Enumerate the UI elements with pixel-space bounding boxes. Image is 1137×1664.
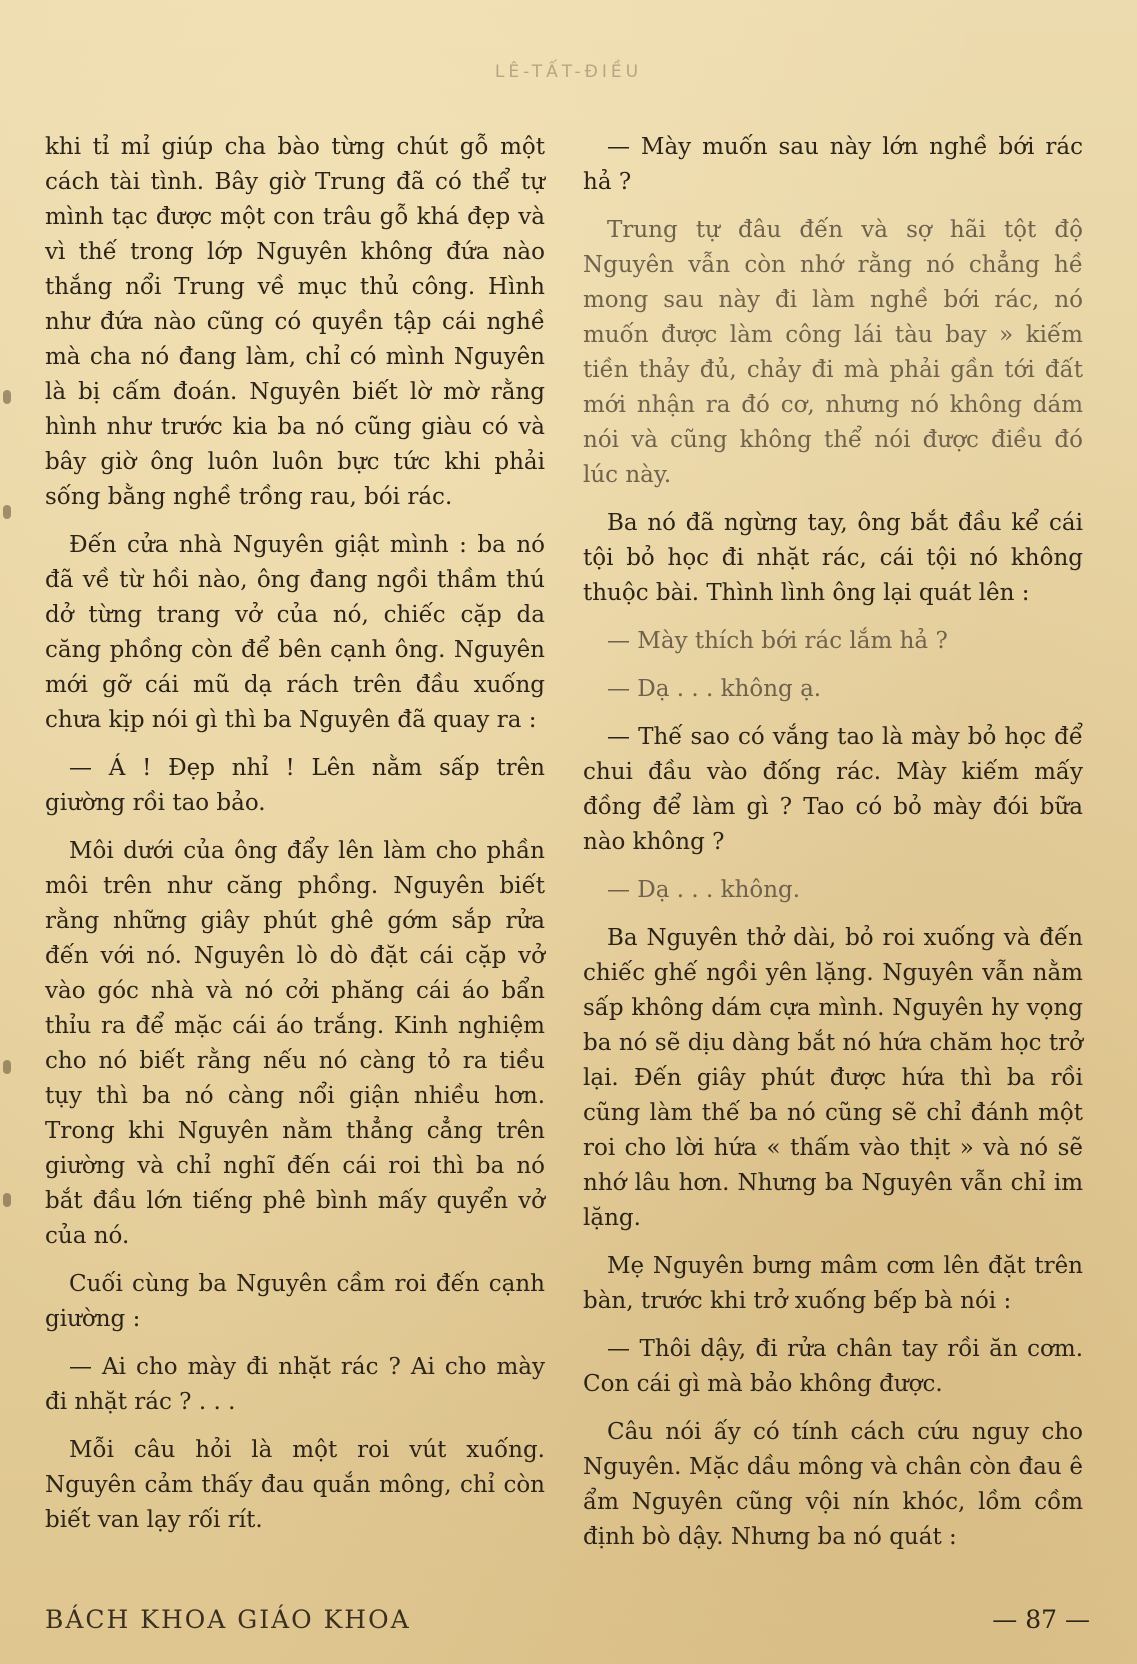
paragraph: Trung tự đâu đến và sợ hãi tột độ Nguyên vẫn còn nhớ rằng nó chẳng hề mong sau này đi làm nghề bới rác, nó muốn được làm công lái tàu bay » kiếm tiền thảy đủ, chảy đi mà phải gần tới đất mới nhận ra đó cơ, nhưng nó không dám nói và cũng không thể nói được điều đó lúc này. <box>583 217 1083 488</box>
dialogue-line: — Dạ . . . không ạ. <box>607 676 822 702</box>
dialogue-line: — Ai cho mày đi nhặt rác ? Ai cho mày đi nhặt rác ? . . . <box>45 1354 545 1415</box>
margin-blemish <box>3 505 11 519</box>
page-number: — 87 — <box>992 1605 1090 1634</box>
paragraph: khi tỉ mỉ giúp cha bào từng chút gỗ một cách tài tình. Bây giờ Trung đã có thể tự mình tạc được một con trâu gỗ khá đẹp và vì thế trong lớp Nguyên không đứa nào thắng nổi Trung về mục thủ công. Hình như đứa nào cũng có quyền tập cái nghề mà cha nó đang làm, chỉ có mình Nguyên là bị cấm đoán. Nguyên biết lờ mờ rằng hình như trước kia ba nó cũng giàu có và bây giờ ông luôn luôn bực tức khi phải sống bằng nghề trồng rau, bói rác. <box>45 134 545 510</box>
paragraph: Ba nó đã ngừng tay, ông bắt đầu kể cái tội bỏ học đi nhặt rác, cái tội nó không thuộc bài. Thình lình ông lại quát lên : <box>583 510 1083 606</box>
margin-blemish <box>3 1060 11 1074</box>
left-column <box>45 130 545 1551</box>
margin-blemish <box>3 390 11 404</box>
dialogue-line: — Thế sao có vắng tao là mày bỏ học để chui đầu vào đống rác. Mày kiếm mấy đồng để làm gì ? Tao có bỏ mày đói bữa nào không ? <box>583 724 1083 855</box>
paragraph: Đến cửa nhà Nguyên giật mình : ba nó đã về từ hồi nào, ông đang ngồi thầm thú dở từng trang vở của nó, chiếc cặp da căng phồng còn để bên cạnh ông. Nguyên mới gỡ cái mũ dạ rách trên đầu xuống chưa kịp nói gì thì ba Nguyên đã quay ra : <box>45 532 545 733</box>
page-footer <box>45 1605 1090 1639</box>
dialogue-line: — Mày thích bới rác lắm hả ? <box>607 628 948 654</box>
paragraph: Cuối cùng ba Nguyên cầm roi đến cạnh giường : <box>45 1271 545 1332</box>
dialogue-line: — Dạ . . . không. <box>607 877 801 903</box>
paragraph: Mỗi câu hỏi là một roi vút xuống. Nguyên cảm thấy đau quắn mông, chỉ còn biết van lạy rối rít. <box>45 1437 545 1533</box>
publication-name: BÁCH KHOA GIÁO KHOA <box>45 1605 411 1634</box>
dialogue-line: — Á ! Đẹp nhỉ ! Lên nằm sấp trên giường rồi tao bảo. <box>45 755 545 816</box>
paragraph: Câu nói ấy có tính cách cứu nguy cho Nguyên. Mặc dầu mông và chân còn đau ê ẩm Nguyên cũng vội nín khóc, lồm cồm định bò dậy. Nhưng ba nó quát : <box>583 1419 1083 1550</box>
dialogue-line: — Thôi dậy, đi rửa chân tay rồi ăn cơm. Con cái gì mà bảo không được. <box>583 1336 1083 1397</box>
right-column <box>583 130 1083 1568</box>
paragraph: Mẹ Nguyên bưng mâm cơm lên đặt trên bàn, trước khi trở xuống bếp bà nói : <box>583 1253 1083 1314</box>
dialogue-line: — Mày muốn sau này lớn nghề bới rác hả ? <box>583 134 1083 195</box>
paragraph: Môi dưới của ông đẩy lên làm cho phần môi trên như căng phồng. Nguyên biết rằng những giây phút ghê gớm sắp rửa đến với nó. Nguyên lò dò đặt cái cặp vở vào góc nhà và nó cởi phăng cái áo bẩn thỉu ra để mặc cái áo trắng. Kinh nghiệm cho nó biết rằng nếu nó càng tỏ ra tiều tụy thì ba nó càng nổi giận nhiều hơn. Trong khi Nguyên nằm thẳng cẳng trên giường và chỉ nghĩ đến cái roi thì ba nó bắt đầu lớn tiếng phê bình mấy quyển vở của nó. <box>45 838 545 1249</box>
running-head: LÊ-TẤT-ĐIỀU <box>494 62 643 82</box>
margin-blemish <box>3 1193 11 1207</box>
paragraph: Ba Nguyên thở dài, bỏ roi xuống và đến chiếc ghế ngồi yên lặng. Nguyên vẫn nằm sấp không dám cựa mình. Nguyên hy vọng ba nó sẽ dịu dàng bắt nó hứa chăm học trở lại. Đến giây phút được hứa thì ba rồi cũng làm thế ba nó cũng sẽ chỉ đánh một roi cho lời hứa « thấm vào thịt » và nó sẽ nhớ lâu hơn. Nhưng ba Nguyên vẫn chỉ im lặng. <box>583 925 1083 1231</box>
